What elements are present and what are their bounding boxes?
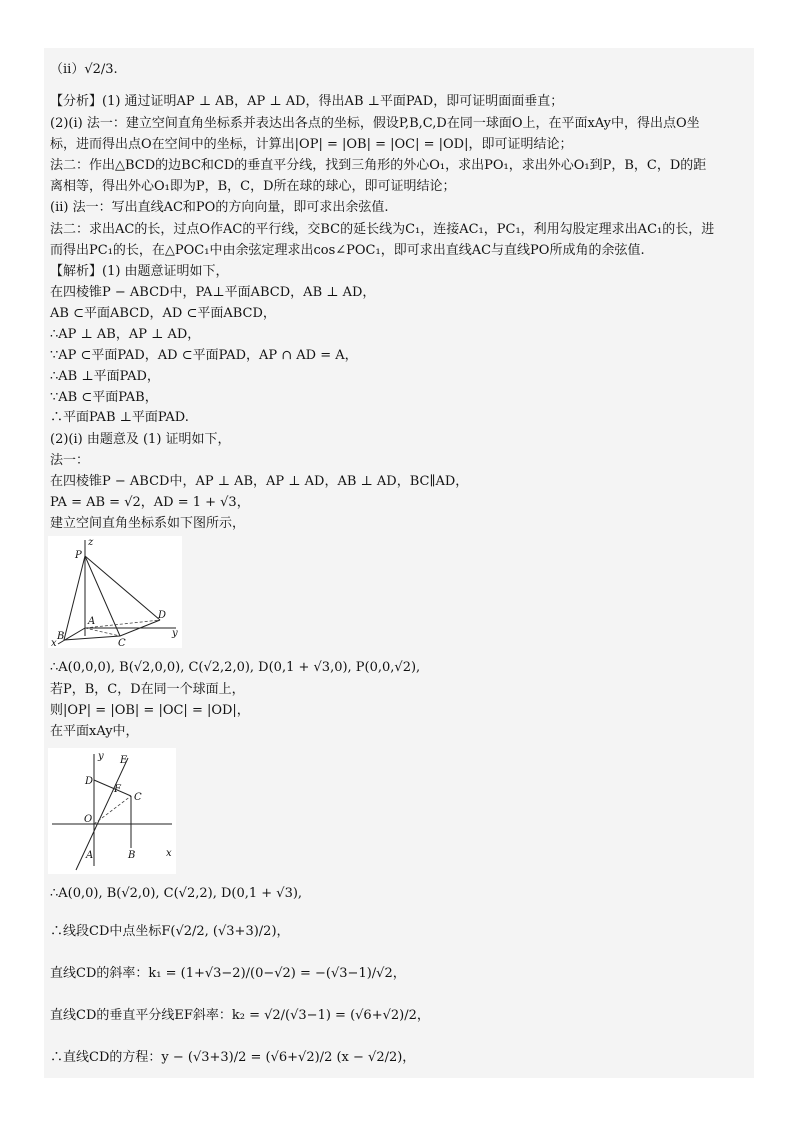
label-y: y xyxy=(172,628,178,639)
solution-line-1: 【解析】(1) 由题意证明如下， xyxy=(50,264,229,279)
plane-label-F: F xyxy=(114,784,121,795)
segment-DC xyxy=(94,780,131,796)
analysis-line-8: 而得出PC₁的长，在△POC₁中由余弦定理求出cos∠POC₁，即可求出直线AC与直线PO所成角的余弦值. xyxy=(50,243,645,258)
solution-line-5: ∵AP ⊂平面PAD，AD ⊂平面PAD，AP ∩ AD = A， xyxy=(50,348,358,363)
analysis-line-4: 法二：作出△BCD的边BC和CD的垂直平分线，找到三角形的外心O₁，求出PO₁，求出外心O₁到P，B，C，D的距 xyxy=(50,158,707,173)
label-A: A xyxy=(88,616,96,627)
solution-line-3: AB ⊂平面ABCD，AD ⊂平面ABCD， xyxy=(50,306,276,321)
plane-label-x: x xyxy=(166,848,172,859)
plane-label-E: E xyxy=(120,755,128,766)
plane-label-y: y xyxy=(98,751,104,762)
label-P: P xyxy=(75,550,82,561)
solution-line-16: 则|OP| = |OB| = |OC| = |OD|， xyxy=(50,703,250,718)
analysis-line-1: 【分析】(1) 通过证明AP ⊥ AB，AP ⊥ AD，得出AB ⊥平面PAD，即可证明面面垂直； xyxy=(50,94,564,109)
answer-ii-line: （ii）√2/3. xyxy=(50,62,118,77)
solution-line-14: ∴A(0,0,0), B(√2,0,0), C(√2,2,0), D(0,1 + √3,0), P(0,0,√2), xyxy=(50,660,421,675)
solution-line-12: PA = AB = √2，AD = 1 + √3， xyxy=(50,495,250,510)
plane-figure xyxy=(48,748,176,874)
analysis-line-2: (2)(i) 法一：建立空间直角坐标系并表达出各点的坐标，假设P,B,C,D在同一球面O上，在平面xAy中，得出点O坐 xyxy=(50,116,700,131)
analysis-line-6: (ii) 法一：写出直线AC和PO的方向向量，即可求出余弦值. xyxy=(50,200,389,215)
solution-line-6: ∴AB ⊥平面PAD， xyxy=(50,369,160,384)
solution-line-22: ∴直线CD的方程：y − (√3+3)/2 = (√6+√2)/2 (x − √2/2)， xyxy=(50,1050,416,1065)
plane-diagram xyxy=(48,748,176,874)
edge-BC xyxy=(64,636,120,640)
analysis-line-7: 法二：求出AC的长，过点O作AC的平行线，交BC的延长线为C₁，连接AC₁，PC₁，利用勾股定理求出AC₁的长，进 xyxy=(50,222,715,237)
solution-line-10: 法一： xyxy=(50,453,90,468)
solution-line-4: ∴AP ⊥ AB，AP ⊥ AD， xyxy=(50,327,201,342)
plane-label-B: B xyxy=(128,850,136,861)
plane-label-C: C xyxy=(134,792,142,803)
solution-line-17: 在平面xAy中， xyxy=(50,724,139,739)
analysis-line-3: 标，进而得出点O在空间中的坐标，计算出|OP| = |OB| = |OC| = |OD|，即可证明结论； xyxy=(50,137,573,152)
solution-line-8: ∴平面PAB ⊥平面PAD. xyxy=(50,410,189,425)
solution-line-13: 建立空间直角坐标系如下图所示， xyxy=(50,516,246,531)
solution-line-9: (2)(i) 由题意及 (1) 证明如下， xyxy=(50,432,231,447)
solution-line-18: ∴A(0,0), B(√2,0), C(√2,2), D(0,1 + √3), xyxy=(50,886,303,901)
solution-line-21: 直线CD的垂直平分线EF斜率：k₂ = √2/(√3−1) = (√6+√2)/2， xyxy=(50,1008,430,1023)
pyramid-figure xyxy=(48,536,182,648)
solution-line-7: ∵AB ⊂平面PAB， xyxy=(50,390,158,405)
label-B: B xyxy=(57,631,65,642)
edge-PB xyxy=(64,556,85,640)
edge-AC xyxy=(85,628,120,636)
solution-line-2: 在四棱锥P − ABCD中，PA⊥平面ABCD，AB ⊥ AD， xyxy=(50,285,376,300)
solution-line-15: 若P，B，C，D在同一个球面上， xyxy=(50,682,245,697)
segment-OC xyxy=(94,796,131,824)
label-z: z xyxy=(88,537,94,548)
label-D: D xyxy=(158,610,167,621)
label-x: x xyxy=(51,638,57,648)
analysis-line-5: 离相等，得出外心O₁即为P，B，C，D所在球的球心，即可证明结论； xyxy=(50,179,456,194)
plane-label-D: D xyxy=(85,776,94,787)
edge-PD xyxy=(85,556,160,620)
plane-label-A: A xyxy=(86,850,94,861)
pyramid-diagram xyxy=(48,536,182,648)
plane-label-O: O xyxy=(84,814,93,825)
solution-line-19: ∴线段CD中点坐标F(√2/2, (√3+3)/2)， xyxy=(50,924,290,939)
solution-line-11: 在四棱锥P − ABCD中，AP ⊥ AB，AP ⊥ AD，AB ⊥ AD，BC∥AD， xyxy=(50,474,469,489)
label-C: C xyxy=(118,638,126,648)
solution-line-20: 直线CD的斜率：k₁ = (1+√3−2)/(0−√2) = −(√3−1)/√2， xyxy=(50,966,406,981)
